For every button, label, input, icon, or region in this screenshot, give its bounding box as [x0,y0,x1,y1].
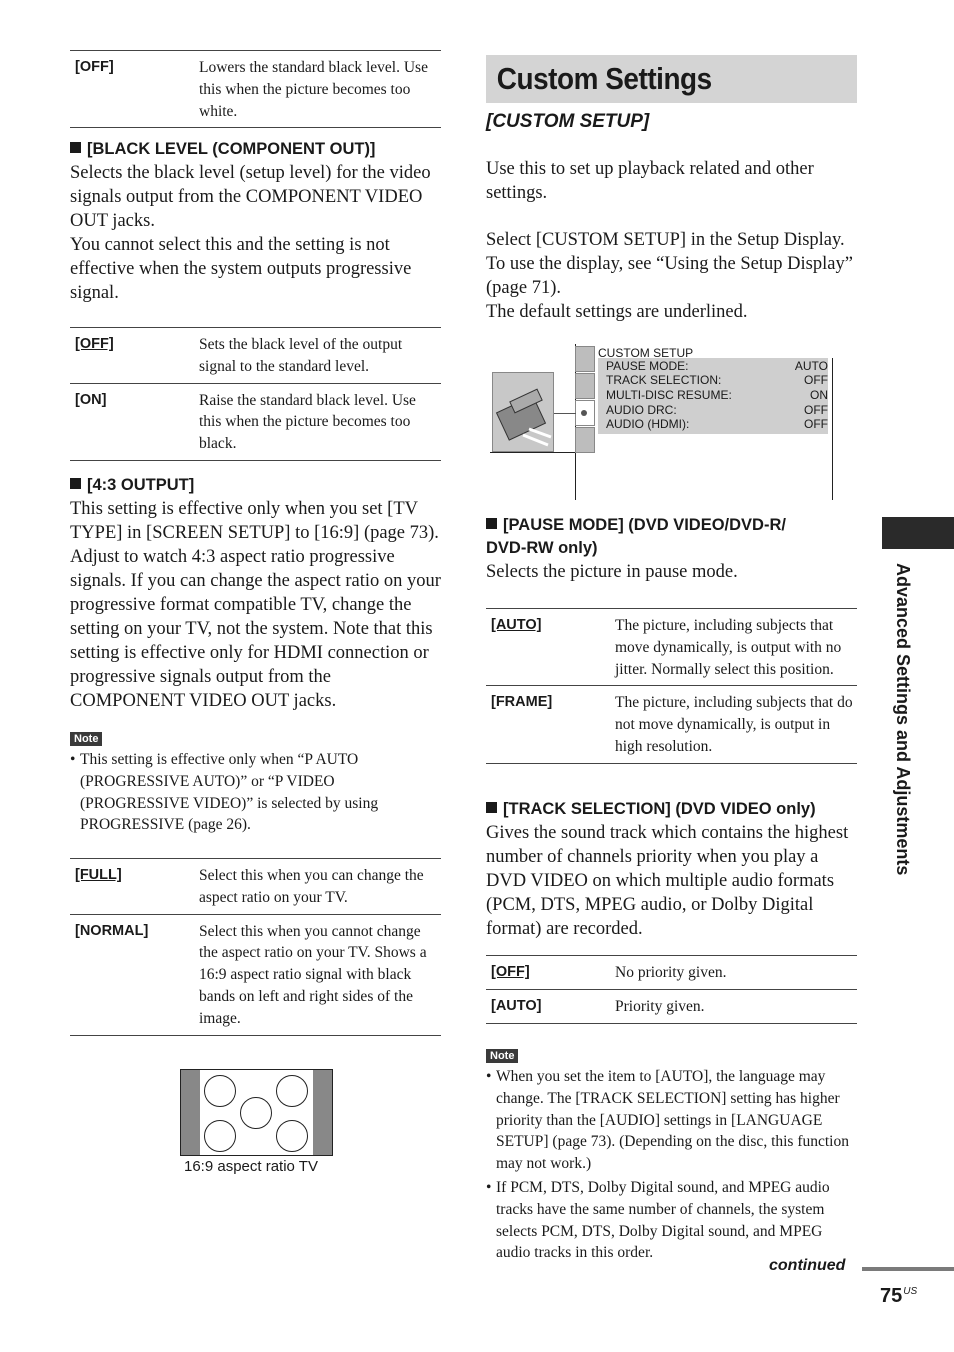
square-bullet-icon [486,518,497,529]
option-key: [ON] [70,383,199,460]
continued-indicator: continued [700,1255,954,1279]
square-bullet-icon [70,142,81,153]
black-band-left [181,1070,200,1155]
section-track-selection [486,798,857,941]
option-desc: The picture, including subjects that do not move dynamically, is output in high resolution. [615,686,857,763]
option-desc: Raise the standard black level. Use this when the picture becomes too black. [199,383,441,460]
option-key: [NORMAL] [70,914,199,1035]
setting-row[interactable]: TRACK SELECTION: OFF [606,373,828,387]
option-desc: Lowers the standard black level. Use this when the picture becomes too white. [199,51,441,128]
note-block [486,1046,857,1264]
page-number: $75^{US}$ [880,1285,918,1307]
option-desc: Sets the black level of the output signal to the standard level. [199,328,441,384]
section-pause-mode [486,514,857,584]
instruction-line: To use the display, see “Using the Setup Display” (page 71). [486,254,853,298]
paragraph: This setting is effective only when you set [TV TYPE] in [SCREEN SETUP] to [16:9] (page 73). Adjust to watch 4:3 aspect ratio progressive signals. If you can change the aspect ratio on your progressive format compatible TV, change the setting on your TV, not the system. Note that this setting is effective only for HDMI connection or progressive signals output from the COMPONENT VIDEO OUT jacks. [70,499,441,711]
setting-row[interactable]: MULTI-DISC RESUME: ON [606,388,828,402]
circle-shape [204,1120,236,1152]
option-desc: No priority given. [615,956,857,990]
table-row [70,914,441,1035]
section-black-level [70,138,441,305]
table-row [486,609,857,686]
instructions [486,228,857,324]
note-block [70,729,441,836]
note-label: Note [70,732,102,746]
paragraph: Gives the sound track which contains the highest number of channels priority when you play a DVD VIDEO on which multiple audio formats (PCM, DTS, MPEG audio, or Dolby Digital format) are recorded. [486,823,849,939]
square-bullet-icon [70,478,81,489]
option-desc: Select this when you can change the aspect ratio on your TV. [199,859,441,915]
table-row [70,859,441,915]
top-option-table [70,50,441,128]
section-heading: [BLACK LEVEL (COMPONENT OUT)] [70,138,441,161]
square-bullet-icon [486,802,497,813]
circle-shape [276,1075,308,1107]
instruction-line: Select [CUSTOM SETUP] in the Setup Display. [486,230,845,250]
section-title-bar [486,55,857,103]
circle-shape [204,1075,236,1107]
output43-option-table [70,858,441,1036]
side-thumb-tab [882,517,954,549]
paragraph: You cannot select this and the setting is not effective when the system outputs progressive signal. [70,235,412,303]
paragraph: Selects the picture in pause mode. [486,562,738,582]
note-item: • This setting is effective only when “P AUTO (PROGRESSIVE AUTO)” or “P VIDEO (PROGRESSIVE VIDEO)” is selected by using PROGRESSIVE (page 26). [70,751,379,834]
option-key: [FULL] [70,859,199,915]
table-row [486,686,857,763]
bullet-icon: • [486,1068,492,1085]
section-heading: [4:3 OUTPUT] [70,474,441,497]
option-key: [FRAME] [486,686,615,763]
black-band-right [313,1070,332,1155]
option-key: [OFF] [486,956,615,990]
setup-menu-tab[interactable] [575,427,595,453]
page-title: Custom Settings [496,61,712,96]
table-row [486,956,857,990]
note-item: • When you set the item to [AUTO], the language may change. The [TRACK SELECTION] setting has higher priority than the [AUDIO] settings in [LANGUAGE SETUP] (page 73). (Depending on the disc, this function may not work.) [486,1068,849,1173]
table-row [70,328,441,384]
option-key: [AUTO] [486,609,615,686]
section-heading: [PAUSE MODE] (DVD VIDEO/DVD-R/ DVD-RW only) [486,516,786,557]
option-desc: Priority given. [615,989,857,1023]
instruction-line: The default settings are underlined. [486,302,748,322]
setup-menu-tab[interactable] [575,346,595,372]
note-label: Note [486,1049,518,1063]
table-row [70,383,441,460]
section-subtitle: [CUSTOM SETUP] [486,111,650,132]
setting-row[interactable]: AUDIO DRC: OFF [606,403,828,417]
setup-display-screenshot [486,344,838,500]
section-4-3-output [70,474,441,713]
bullet-icon: • [486,1178,492,1196]
section-heading: [TRACK SELECTION] (DVD VIDEO only) [486,798,857,821]
pause-mode-option-table [486,608,857,764]
tv-aspect-illustration [180,1069,333,1156]
setup-menu-tab[interactable] [575,373,595,399]
table-row [70,51,441,128]
note-item: • If PCM, DTS, Dolby Digital sound, and MPEG audio tracks have the same number of channels, the system selects PCM, DTS, Dolby Digital sound, and MPEG audio tracks in this order. [486,1178,830,1262]
figure-caption: 16:9 aspect ratio TV [184,1158,318,1175]
black-level-option-table [70,327,441,461]
option-desc: Select this when you cannot change the aspect ratio on your TV. Shows a 16:9 aspect ratio signal with black bands on left and right sides of the image. [199,914,441,1035]
setup-display-title: CUSTOM SETUP [598,346,694,360]
intro-paragraph: Use this to set up playback related and other settings. [486,159,814,203]
bullet-icon: • [70,751,76,768]
option-key: [OFF] [70,328,199,384]
option-key: [AUTO] [486,989,615,1023]
circle-shape [276,1120,308,1152]
circle-shape [240,1097,272,1129]
track-selection-option-table [486,955,857,1024]
paragraph: Selects the black level (setup level) for the video signals output from the COMPONENT VIDEO OUT jacks. [70,163,431,231]
custom-setup-icon [492,372,554,452]
option-key: [OFF] [70,51,199,128]
table-row [486,989,857,1023]
option-desc: The picture, including subjects that move dynamically, is output with no jitter. Normally select this position. [615,609,857,686]
chapter-side-label: Advanced Settings and Adjustments [893,563,913,876]
setting-row[interactable]: PAUSE MODE: AUTO [606,359,828,373]
setting-row[interactable]: AUDIO (HDMI): OFF [606,417,828,431]
